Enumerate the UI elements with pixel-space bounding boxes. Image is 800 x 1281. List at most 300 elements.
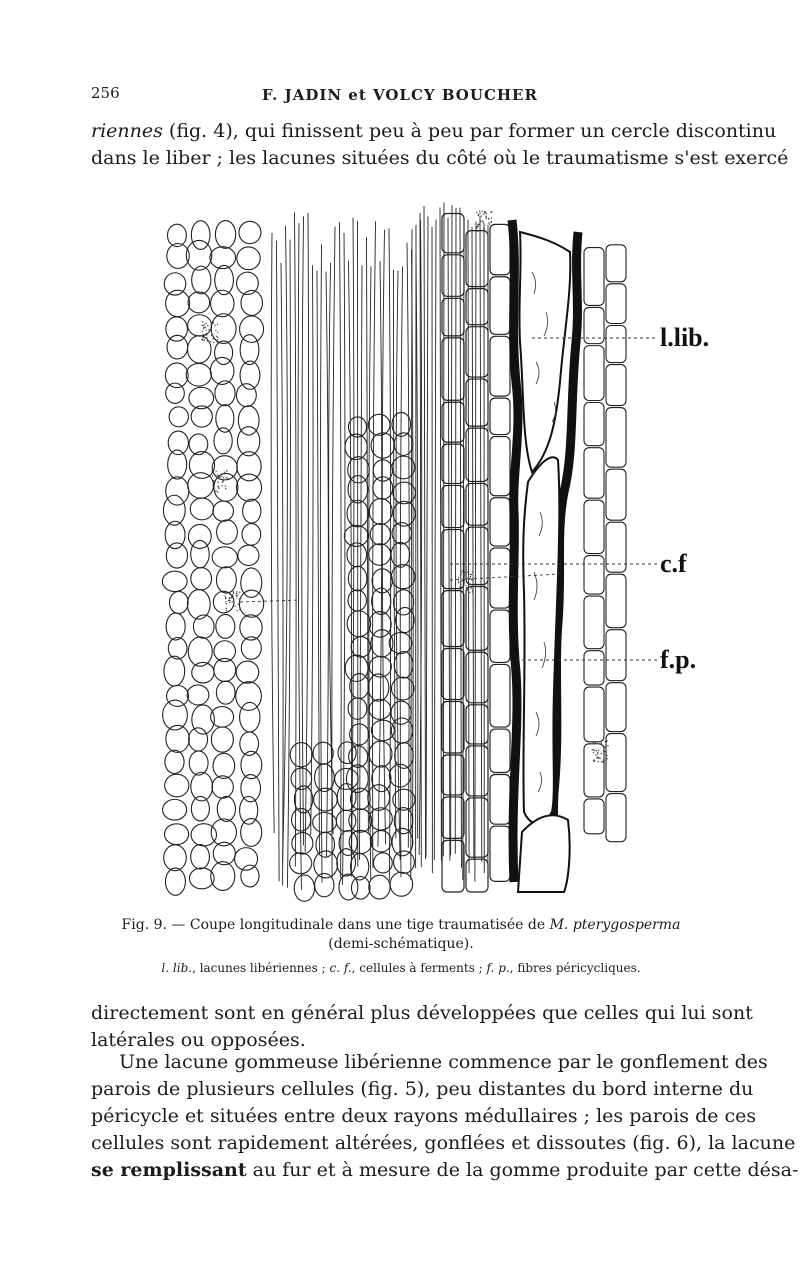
rectangular-cell [490,398,510,434]
stipple-dot [217,332,218,333]
stipple-dot [480,221,481,222]
rectangular-cell [490,826,510,881]
stipple-dot [461,588,462,589]
sieve-tube [434,220,436,861]
rectangular-cell [606,245,626,282]
stipple-dot [223,477,224,478]
parenchyma-cell [337,784,356,811]
parenchyma-cell [167,335,188,359]
sieve-tube [378,261,382,846]
legend-text-c-f: , cellules à ferments ; [351,961,487,975]
sieve-tube [320,244,322,882]
parenchyma-cell [216,681,235,704]
parenchyma-cell [213,753,235,778]
stipple-dot [600,753,601,754]
rectangular-cell [466,527,488,584]
parenchyma-cell [236,682,262,711]
stipple-dot [481,211,482,212]
parenchyma-cell [373,477,393,500]
parenchyma-cell [189,728,208,751]
parenchyma-cell [240,335,259,365]
parenchyma-cell [211,314,236,344]
stipple-dot [465,572,466,573]
stipple-dot [208,329,209,330]
parenchyma-cell [292,808,311,831]
running-head: F. JADIN et VOLCY BOUCHER [262,86,538,104]
rectangular-cell [466,289,488,325]
stipple-dot [202,321,203,322]
rectangular-cell [606,522,626,572]
rectangular-cell [606,734,626,792]
stipple-dot [593,752,594,753]
rectangular-cell [490,610,510,662]
stipple-dot [218,477,219,478]
stipple-dot [236,593,237,594]
stipple-dot [472,589,473,590]
sieve-tube [382,230,385,845]
sieve-tube [407,243,409,848]
rectangular-cell [442,797,464,838]
rectangular-cell [466,652,488,703]
stipple-dot [214,325,215,326]
parenchyma-cell [242,524,261,546]
stipple-dot [597,756,598,757]
rectangular-cell [490,729,510,772]
rectangular-cell [490,336,510,396]
parenchyma-cell [163,799,187,820]
parenchyma-cell [164,845,187,871]
stipple-dot [483,213,484,214]
rectangular-cell [584,687,604,742]
stipple-dot [481,215,482,216]
parenchyma-cell [211,819,236,846]
parenchyma-cell [371,831,392,852]
stipple-dot [203,328,204,329]
stipple-dot [239,592,240,593]
stipple-dot [458,577,459,578]
parenchyma-cell [187,685,209,705]
sieve-tube [287,240,290,888]
stipple-dot [236,591,237,592]
legend-abbr-l-lib: l. lib. [161,961,193,975]
stipple-dot [597,761,598,762]
stipple-dot [215,330,216,331]
stipple-dot [478,215,479,216]
stipple-dot [602,761,603,762]
parenchyma-cell [313,742,333,764]
parenchyma-cell [369,612,391,638]
parenchyma-cell [187,590,210,620]
sieve-tube [440,207,441,860]
stipple-dot [238,604,239,605]
parenchyma-cell [240,615,262,640]
rectangular-cell [466,379,488,426]
stipple-dot [598,750,599,751]
stipple-dot [233,593,234,594]
stipple-dot [468,582,469,583]
rectangular-cell [490,224,510,274]
sieve-tube [455,208,456,854]
stipple-dot [239,598,240,599]
rectangular-cell [584,248,604,306]
stipple-dot [597,753,598,754]
top-paragraph-line-1-text: (fig. 4), qui finissent peu à peu par former un cercle discontinu [162,120,777,142]
stipple-dot [217,339,218,340]
stipple-dot [226,610,227,611]
stipple-dot [229,597,230,598]
parenchyma-cell [368,674,389,701]
parenchyma-cell [339,831,357,856]
sieve-tube [411,229,412,880]
stipple-dot [468,588,469,589]
parenchyma-cell [241,290,263,315]
stipple-dot [487,232,488,233]
label-f-p: f.p. [660,645,697,674]
sieve-tube [424,206,426,859]
stipple-dot [236,596,237,597]
rectangular-cell [442,755,464,795]
rectangular-cell [606,284,626,324]
longitudinal-section-figure [160,192,720,904]
body-line: cellules sont rapidement altérées, gonflées et dissoutes (fig. 6), la lacune [91,1132,796,1154]
sieve-tube [389,228,391,880]
figure-caption-line-2: (demi-schématique). [328,936,474,952]
stipple-dot [467,589,468,590]
sieve-tube-bundle [271,203,488,890]
stipple-dot [458,580,459,581]
stipple-dot [212,485,213,486]
sieve-tube [475,221,476,881]
parenchyma-cell [290,743,312,767]
parenchyma-cell [217,796,235,821]
rectangular-cell [466,705,488,744]
parenchyma-cell [372,766,391,792]
stipple-dot [470,576,471,577]
parenchyma-cell [191,540,209,567]
legend-abbr-f-p: f. p. [486,961,510,975]
parenchyma-cell [237,247,260,270]
stipple-dot [217,475,218,476]
stipple-dot [237,594,238,595]
stipple-dot [485,215,486,216]
parenchyma-cell [188,473,214,499]
stipple-dot [229,602,230,603]
parenchyma-cell [368,414,390,435]
stipple-dot [222,481,223,482]
stipple-dot [230,591,231,592]
stipple-dot [231,595,232,596]
body-paragraph-2 [91,1049,799,1184]
top-paragraph-line-2: dans le liber ; les lacunes situées du côté où le traumatisme s'est exercé [91,147,789,169]
parenchyma-cell [236,384,256,407]
parenchyma-cell [243,499,261,523]
parenchyma-cell [165,868,185,895]
bold-phrase: se remplissant [91,1159,247,1181]
sieve-tube [302,216,304,845]
parenchyma-cell [345,434,367,460]
stipple-dot [217,491,218,492]
stipple-dot [458,582,459,583]
stipple-dot [607,745,608,746]
stipple-dot [233,591,234,592]
stipple-dot [461,572,462,573]
parenchyma-cell [186,363,211,386]
parenchyma-cell [215,221,235,249]
stipple-dot [225,598,226,599]
rectangular-cell [466,428,488,481]
parenchyma-cell [168,638,187,659]
rectangular-cell [584,448,604,499]
body-line: Une lacune gommeuse libérienne commence par le gonflement des [119,1051,768,1073]
stipple-dot [488,218,489,219]
stipple-dot [466,587,467,588]
stipple-dot [470,586,471,587]
sieve-tube [305,213,308,853]
parenchyma-cell [348,590,366,611]
sieve-tube [271,233,274,833]
parenchyma-cell [212,547,237,568]
parenchyma-cell [169,407,188,427]
stipple-dot [479,212,480,213]
stipple-dot [206,334,207,335]
stipple-dot [232,596,233,597]
body-line: latérales ou opposées. [91,1029,306,1051]
rectangular-cell [606,469,626,520]
parenchyma-cell [210,357,234,384]
parenchyma-cell [240,361,260,389]
stipple-dot [599,758,600,759]
stipple-dot [206,337,207,338]
sieve-tube [343,233,345,885]
rectangular-cell [584,799,604,834]
stipple-dot [592,749,593,750]
stipple-dot [205,330,206,331]
sieve-tube [340,222,342,878]
stipple-dot [470,587,471,588]
parenchyma-cell [165,824,189,845]
parenchyma-cell [189,452,214,479]
stipple-dot [212,475,213,476]
parenchyma-cell [369,544,391,565]
stipple-dot [479,210,480,211]
stipple-dot [461,580,462,581]
parenchyma-cell [211,727,233,752]
parenchyma-cell [163,495,185,525]
figure-caption [91,917,711,933]
parenchyma-cell [165,363,188,388]
stipple-dot [207,325,208,326]
figure-legend [91,961,711,975]
stipple-dot [478,214,479,215]
stipple-dot [482,221,483,222]
stipple-dot [229,594,230,595]
parenchyma-cell [189,751,208,775]
body-line: directement sont en général plus développées que celles qui lui sont [91,1002,753,1024]
stipple-dot [205,333,206,334]
rectangular-cell [606,574,626,627]
parenchyma-cell [345,655,368,681]
stipple-dot [231,601,232,602]
stipple-dot [212,323,213,324]
rectangular-cell [584,556,604,594]
continued-word: riennes [91,120,163,142]
stipple-dot [469,592,470,593]
stipple-dot [471,584,472,585]
stipple-dot [233,599,234,600]
sieve-tube [468,220,469,873]
stipple-dot [226,470,227,471]
stipple-dot [204,326,205,327]
rectangular-cell [490,498,510,546]
body-line: parois de plusieurs cellules (fig. 5), peu distantes du bord interne du [91,1078,754,1100]
legend-abbr-c-f: c. f. [329,961,352,975]
stipple-dot [236,610,237,611]
body-paragraph-1 [91,1000,753,1054]
stipple-dot [460,574,461,575]
rectangular-cell [466,231,488,287]
stipple-dot [460,584,461,585]
top-paragraph [91,118,789,172]
stipple-dot [226,479,227,480]
stipple-dot [225,485,226,486]
stipple-dot [221,474,222,475]
stipple-dot [218,488,219,489]
parenchyma-cell [239,590,263,617]
parenchyma-cell [216,614,235,638]
stipple-dot [485,211,486,212]
stipple-dot [228,600,229,601]
stipple-dot [593,760,594,761]
body-line: péricycle et situées entre deux rayons médullaires ; les parois de ces [91,1105,757,1127]
stipple-dot [225,477,226,478]
sieve-tube [400,267,402,878]
parenchyma-cell [166,543,187,568]
stipple-dot [225,601,226,602]
stipple-dot [459,587,460,588]
sieve-tube [295,212,297,866]
stipple-dot [598,757,599,758]
parenchyma-cell [347,611,370,637]
stipple-dot [465,585,466,586]
rectangular-cell [606,325,626,362]
sieve-tube [451,205,452,855]
stipple-dot [225,596,226,597]
parenchyma-cell [166,290,190,317]
stipple-dot [215,471,216,472]
page-number: 256 [91,84,120,102]
stipple-dot [466,582,467,583]
stipple-dot [227,478,228,479]
stipple-dot [476,212,477,213]
stipple-dot [218,475,219,476]
parenchyma-cell [236,474,261,501]
stipple-dot [217,324,218,325]
rectangular-cell [490,437,510,496]
stipple-dot [470,574,471,575]
stipple-dot [212,472,213,473]
rectangular-cell [490,277,510,335]
parenchyma-cell [213,591,234,613]
parenchyma-cell [369,875,390,899]
stipple-dot [226,603,227,604]
top-paragraph-line-1 [91,118,777,145]
stipple-dot [483,223,484,224]
rectangular-cell [606,794,626,842]
rectangular-cell [584,346,604,401]
stipple-dot [205,323,206,324]
body-line [91,1157,799,1184]
parenchyma-cell [191,221,210,250]
parenchyma-cell [166,477,189,505]
stipple-dot [478,224,479,225]
stipple-dot [234,606,235,607]
stipple-dot [206,340,207,341]
sieve-tube [326,271,328,857]
stipple-dot [204,335,205,336]
stipple-dot [601,761,602,762]
stipple-dot [202,334,203,335]
sieve-tube [460,208,461,868]
parenchyma-cell [166,613,185,640]
sieve-tube [426,216,428,857]
rectangular-cell [584,500,604,553]
stipple-dot [215,476,216,477]
legend-text-l-lib: , lacunes libériennes ; [192,961,330,975]
stipple-dot [477,231,478,232]
parenchyma-cell [165,750,184,773]
stipple-dot [226,592,227,593]
stipple-dot [232,606,233,607]
parenchyma-cell [169,591,188,613]
stipple-dot [467,571,468,572]
parenchyma-cell [216,567,236,593]
rectangular-cell [606,683,626,732]
parenchyma-cell [350,674,369,699]
label-c-f: c.f [660,549,687,578]
parenchyma-cell [236,661,259,683]
stipple-dot [212,338,213,339]
stipple-dot [596,750,597,751]
parenchyma-cell [188,637,212,666]
parenchyma-cell [191,568,212,590]
species-name: M. pterygosperma [549,917,681,933]
stipple-dot [466,578,467,579]
parenchyma-cell [166,317,188,341]
rectangular-cell [606,630,626,681]
stipple-dot [224,472,225,473]
parenchyma-cell [166,383,185,403]
stipple-dot [462,570,463,571]
parenchyma-cell [168,431,188,455]
parenchyma-cell [392,828,413,856]
gum-lacunae [512,220,578,892]
stipple-dot [202,337,203,338]
parenchyma-cell [165,774,189,797]
stipple-dot [210,341,211,342]
body-line-5-text: au fur et à mesure de la gomme produite par cette désa- [246,1159,799,1181]
stipple-dot [483,228,484,229]
stipple-dot [476,227,477,228]
figure-caption-prefix: Fig. 9. — Coupe longitudinale dans une tige traumatisée de [121,917,550,933]
rectangular-cell [606,365,626,406]
stipple-dot [485,231,486,232]
parenchyma-cell [349,830,372,853]
stipple-dot [211,335,212,336]
stipple-dot [213,481,214,482]
rectangular-cell [442,255,464,296]
stipple-dot [471,579,472,580]
stipple-dot [217,477,218,478]
